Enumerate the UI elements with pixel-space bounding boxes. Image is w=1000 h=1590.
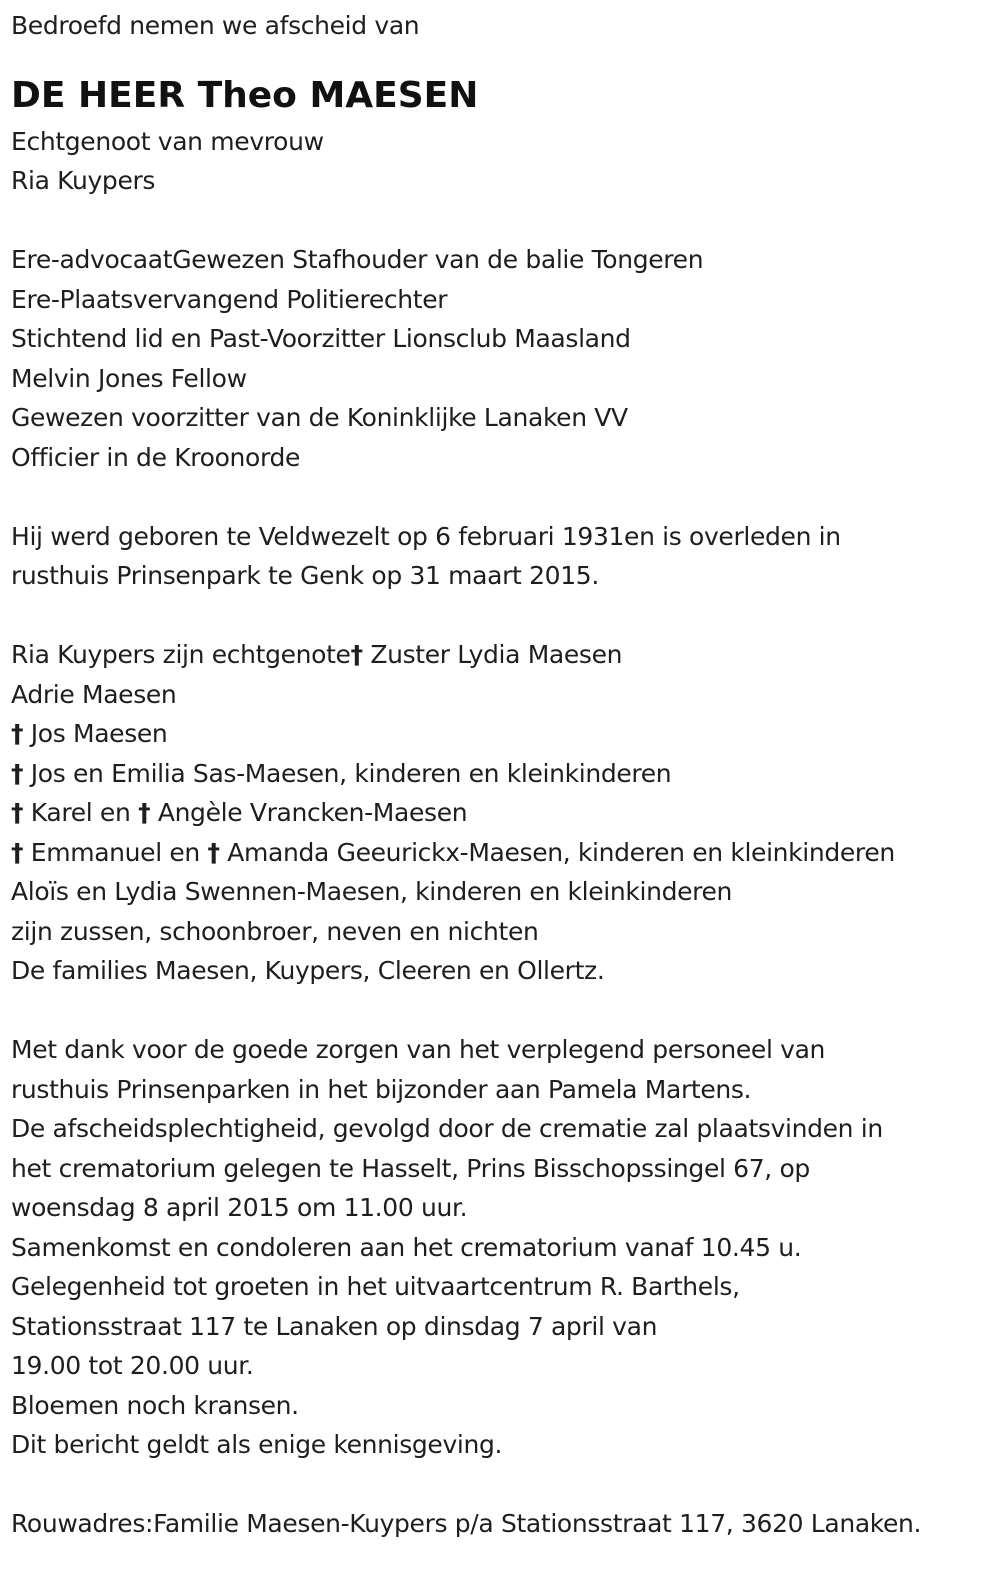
- ceremony-line: Samenkomst en condoleren aan het crematorium vanaf 10.45 u.: [11, 1232, 802, 1262]
- family-text: Karel en: [23, 798, 139, 827]
- ceremony-line: Gelegenheid tot groeten in het uitvaartcentrum R. Barthels,: [11, 1272, 740, 1301]
- spacer: [11, 201, 990, 241]
- obituary-notice: [11, 6, 990, 1544]
- family-text: De families Maesen, Kuypers, Cleeren en Ollertz.: [11, 956, 605, 985]
- spacer: [11, 1465, 990, 1505]
- cross-icon: †: [11, 798, 24, 827]
- ceremony-line: 19.00 tot 20.00 uur.: [11, 1351, 254, 1380]
- family-text: Amanda Geeurickx-Maesen, kinderen en kleinkinderen: [219, 837, 895, 867]
- ceremony-line: Bloemen noch kransen.: [11, 1390, 299, 1420]
- title-line: Gewezen voorzitter van de Koninklijke Lanaken VV: [11, 403, 628, 432]
- title-line: Ere-advocaatGewezen Stafhouder van de balie Tongeren: [11, 245, 704, 274]
- family-text: Angèle Vrancken-Maesen: [150, 798, 468, 827]
- intro-text: Bedroefd nemen we afscheid van: [11, 11, 420, 40]
- cross-icon: †: [350, 640, 363, 669]
- spacer: [11, 596, 990, 636]
- family-line: [11, 635, 990, 675]
- family-line: [11, 675, 990, 715]
- mourning-address: Rouwadres:Familie Maesen-Kuypers p/a Stationsstraat 117, 3620 Lanaken.: [11, 1509, 922, 1538]
- spacer: [11, 477, 990, 517]
- family-line: [11, 754, 990, 794]
- family-text: Jos Maesen: [23, 719, 168, 748]
- family-list: [11, 635, 990, 991]
- spouse-label: Echtgenoot van mevrouw: [11, 126, 324, 156]
- ceremony-line: Stationsstraat 117 te Lanaken op dinsdag 7 april van: [11, 1311, 658, 1341]
- family-line: [11, 872, 990, 912]
- spacer: [11, 991, 990, 1031]
- family-text: Adrie Maesen: [11, 679, 177, 709]
- spacer: [11, 46, 990, 72]
- family-line: [11, 833, 990, 873]
- family-line: [11, 912, 990, 952]
- family-text: zijn zussen, schoonbroer, neven en nichten: [11, 916, 539, 946]
- ceremony-line: Met dank voor de goede zorgen van het verplegend personeel van: [11, 1035, 826, 1064]
- family-line: [11, 951, 990, 991]
- family-text: Ria Kuypers zijn echtgenote: [11, 640, 351, 669]
- cross-icon: †: [11, 837, 24, 867]
- death-line: rusthuis Prinsenpark te Genk op 31 maart 2015.: [11, 561, 599, 590]
- family-line: [11, 714, 990, 754]
- title-line: Ere-Plaatsvervangend Politierechter: [11, 284, 448, 314]
- family-text: Aloïs en Lydia Swennen-Maesen, kinderen en kleinkinderen: [11, 877, 733, 906]
- title-line: Officier in de Kroonorde: [11, 442, 301, 472]
- family-text: Jos en Emilia Sas-Maesen, kinderen en kleinkinderen: [23, 758, 672, 788]
- ceremony-line: rusthuis Prinsenparken in het bijzonder aan Pamela Martens.: [11, 1074, 752, 1104]
- birth-line: Hij werd geboren te Veldwezelt op 6 februari 1931en is overleden in: [11, 521, 841, 551]
- title-line: Melvin Jones Fellow: [11, 363, 247, 393]
- ceremony-line: het crematorium gelegen te Hasselt, Prins Bisschopssingel 67, op: [11, 1153, 810, 1183]
- ceremony-line: De afscheidsplechtigheid, gevolgd door de crematie zal plaatsvinden in: [11, 1114, 883, 1143]
- cross-icon: †: [11, 719, 24, 748]
- spouse-name: Ria Kuypers: [11, 166, 156, 195]
- ceremony-paragraph: [11, 1030, 990, 1465]
- cross-icon: †: [138, 798, 151, 827]
- birth-death-paragraph: [11, 517, 990, 596]
- family-text: Zuster Lydia Maesen: [362, 640, 623, 669]
- deceased-name: DE HEER Theo MAESEN: [11, 74, 479, 116]
- ceremony-line: Dit bericht geldt als enige kennisgeving.: [11, 1430, 503, 1459]
- family-text: Emmanuel en: [23, 837, 208, 867]
- titles-list: [11, 240, 990, 477]
- cross-icon: †: [207, 837, 220, 867]
- family-line: [11, 793, 990, 833]
- cross-icon: †: [11, 758, 24, 788]
- title-line: Stichtend lid en Past-Voorzitter Lionsclub Maasland: [11, 324, 631, 353]
- ceremony-line: woensdag 8 april 2015 om 11.00 uur.: [11, 1193, 468, 1222]
